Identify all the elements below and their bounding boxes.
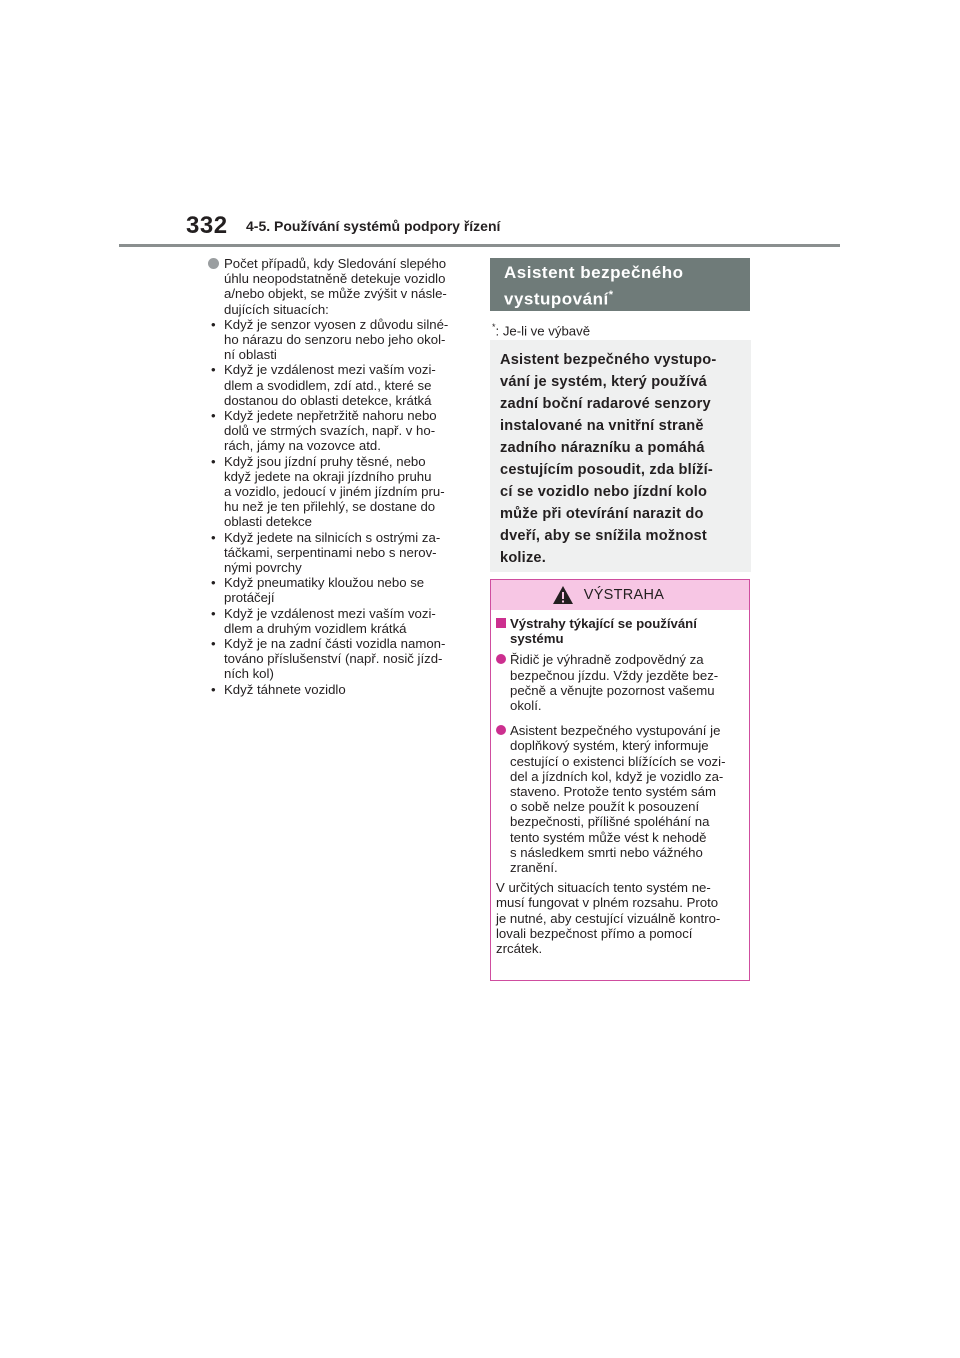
warning-item-line: Asistent bezpečného vystupování je	[510, 723, 721, 739]
warning-subheading-line: systému	[510, 631, 564, 647]
summary-line: cestujícím posoudit, zda blíží-	[500, 462, 713, 478]
list-item-line: • Když je vzdálenost mezi vaším vozi-	[224, 362, 436, 378]
list-item-line: • Když táhnete vozidlo	[224, 681, 346, 697]
footnote-mark: *	[492, 322, 496, 332]
list-item-line: • Když jedete nepřetržitě nahoru nebo	[224, 408, 437, 424]
list-item-line: dostanou do oblasti detekce, krátká	[224, 392, 432, 408]
warning-item-line: zranění.	[510, 860, 558, 876]
summary-line: cí se vozidlo nebo jízdní kolo	[500, 484, 708, 500]
intro-line: úhlu neopodstatněně detekuje vozidlo	[224, 271, 446, 287]
section-heading-line	[504, 284, 736, 311]
list-item	[208, 408, 468, 454]
warning-item-line: bezpečnou jízdu. Vždy jezděte bez-	[510, 667, 719, 683]
situation-list	[208, 317, 468, 697]
section-heading	[490, 258, 750, 311]
list-item-line: protáčejí	[224, 590, 275, 606]
warning-triangle-icon	[552, 585, 574, 605]
list-item-line: rách, jámy na vozovce atd.	[224, 438, 381, 454]
warning-box	[490, 579, 750, 981]
warning-subheading-line: Výstrahy týkající se používání	[510, 616, 697, 631]
summary-line: instalované na vnitřní straně	[500, 418, 704, 434]
warning-item-line: staveno. Protože tento systém sám	[510, 784, 716, 800]
square-bullet-icon	[496, 618, 506, 628]
list-item-line: dlem a druhým vozidlem krátká	[224, 620, 407, 636]
list-item-line: • Když je vzdálenost mezi vaším vozi-	[224, 605, 436, 621]
intro-line: dujících situacích:	[224, 301, 329, 317]
list-item-line: dolů ve strmých svazích, např. v ho-	[224, 423, 436, 439]
section-title: 4-5. Používání systémů podpory řízení	[246, 218, 501, 234]
section-heading-text: vystupování	[504, 289, 609, 309]
section-heading-line: Asistent bezpečného	[504, 263, 684, 282]
list-item	[208, 575, 468, 605]
summary-line: vání je systém, který používá	[500, 374, 707, 390]
warning-header	[491, 580, 749, 610]
page-number: 332	[186, 212, 228, 239]
intro-line: a/nebo objekt, se může zvýšit v násle-	[224, 286, 447, 302]
bullet-dot-icon	[496, 725, 506, 735]
warning-item-line: okolí.	[510, 698, 542, 714]
intro-paragraph	[208, 256, 468, 317]
warning-closing-line: musí fungovat v plném rozsahu. Proto	[496, 895, 719, 911]
list-item	[208, 362, 468, 408]
list-item	[208, 454, 468, 530]
warning-item-line: pečně a věnujte pozornost vašemu	[510, 682, 715, 698]
bullet-dot-icon	[496, 654, 506, 664]
warning-closing-line: lovali bezpečnost přímo a pomocí	[496, 925, 693, 941]
warning-item-line: cestující o existenci blížících se vozi-	[510, 753, 726, 769]
list-item-line: a vozidlo, jedoucí v jiném jízdním pru-	[224, 484, 445, 500]
list-item-line: ní oblasti	[224, 347, 277, 363]
summary-line: může při otevírání narazit do	[500, 506, 704, 522]
warning-item-line: bezpečnosti, přílišné spoléhání na	[510, 814, 710, 830]
list-item-line: když jedete na okraji jízdního pruhu	[224, 468, 432, 484]
warning-item-line: o sobě nelze použít k posouzení	[510, 799, 700, 815]
warning-item	[496, 652, 744, 713]
list-item	[208, 606, 468, 636]
header-rule	[119, 244, 840, 247]
warning-item-line: s následkem smrti nebo vážného	[510, 844, 703, 860]
list-item	[208, 317, 468, 363]
spacer	[496, 713, 744, 723]
warning-title: VÝSTRAHA	[583, 587, 665, 603]
intro-line: Počet případů, kdy Sledování slepého	[224, 256, 447, 271]
heading-footnote-mark: *	[608, 289, 614, 301]
warning-item-line: del a jízdních kol, když je vozidlo za-	[510, 768, 724, 784]
warning-closing-paragraph	[496, 880, 744, 956]
list-item-line: dlem a svodidlem, zdí atd., které se	[224, 377, 432, 393]
summary-line: dveří, aby se snížila možnost	[500, 528, 707, 544]
summary-line: kolize.	[500, 550, 547, 566]
left-column	[208, 256, 468, 697]
warning-body	[491, 610, 749, 956]
list-item-line: • Když jsou jízdní pruhy těsné, nebo	[224, 453, 426, 469]
warning-item-line: tento systém může vést k nehodě	[510, 829, 707, 845]
warning-closing-line: zrcátek.	[496, 941, 543, 957]
list-item-line: • Když pneumatiky kloužou nebo se	[224, 575, 425, 591]
list-item	[208, 530, 468, 576]
bullet-dot-icon	[208, 258, 219, 269]
list-item-line: ních kol)	[224, 666, 274, 682]
footnote	[492, 322, 590, 338]
summary-box	[490, 340, 751, 572]
footnote-text: : Je-li ve výbavě	[495, 323, 591, 339]
list-item	[208, 636, 468, 682]
list-item-line: táčkami, serpentinami nebo s nerov-	[224, 544, 437, 560]
list-item-line: • Když je na zadní části vozidla namon-	[224, 636, 446, 652]
summary-line: zadní boční radarové senzory	[500, 396, 711, 412]
list-item-line: nými povrchy	[224, 560, 302, 576]
list-item-line: • Když je senzor vyosen z důvodu silné-	[224, 316, 449, 332]
list-item-line: továno příslušenství (např. nosič jízd-	[224, 651, 443, 667]
warning-item-line: Řidič je výhradně zodpovědný za	[510, 652, 704, 668]
summary-line: Asistent bezpečného vystupo-	[500, 352, 717, 368]
list-item-line: • Když jedete na silnicích s ostrými za-	[224, 529, 441, 545]
warning-subheading	[496, 616, 744, 646]
summary-line: zadního nárazníku a pomáhá	[500, 440, 705, 456]
list-item-line: hu než je ten přilehlý, se dostane do	[224, 499, 436, 515]
warning-item-line: doplňkový systém, který informuje	[510, 738, 709, 754]
list-item-line: oblasti detekce	[224, 514, 312, 530]
list-item	[208, 682, 468, 697]
warning-item	[496, 723, 744, 875]
warning-closing-line: V určitých situacích tento systém ne-	[496, 880, 711, 896]
list-item-line: ho nárazu do senzoru nebo jeho okol-	[224, 332, 446, 348]
warning-closing-line: je nutné, aby cestující vizuálně kontro-	[496, 910, 721, 926]
